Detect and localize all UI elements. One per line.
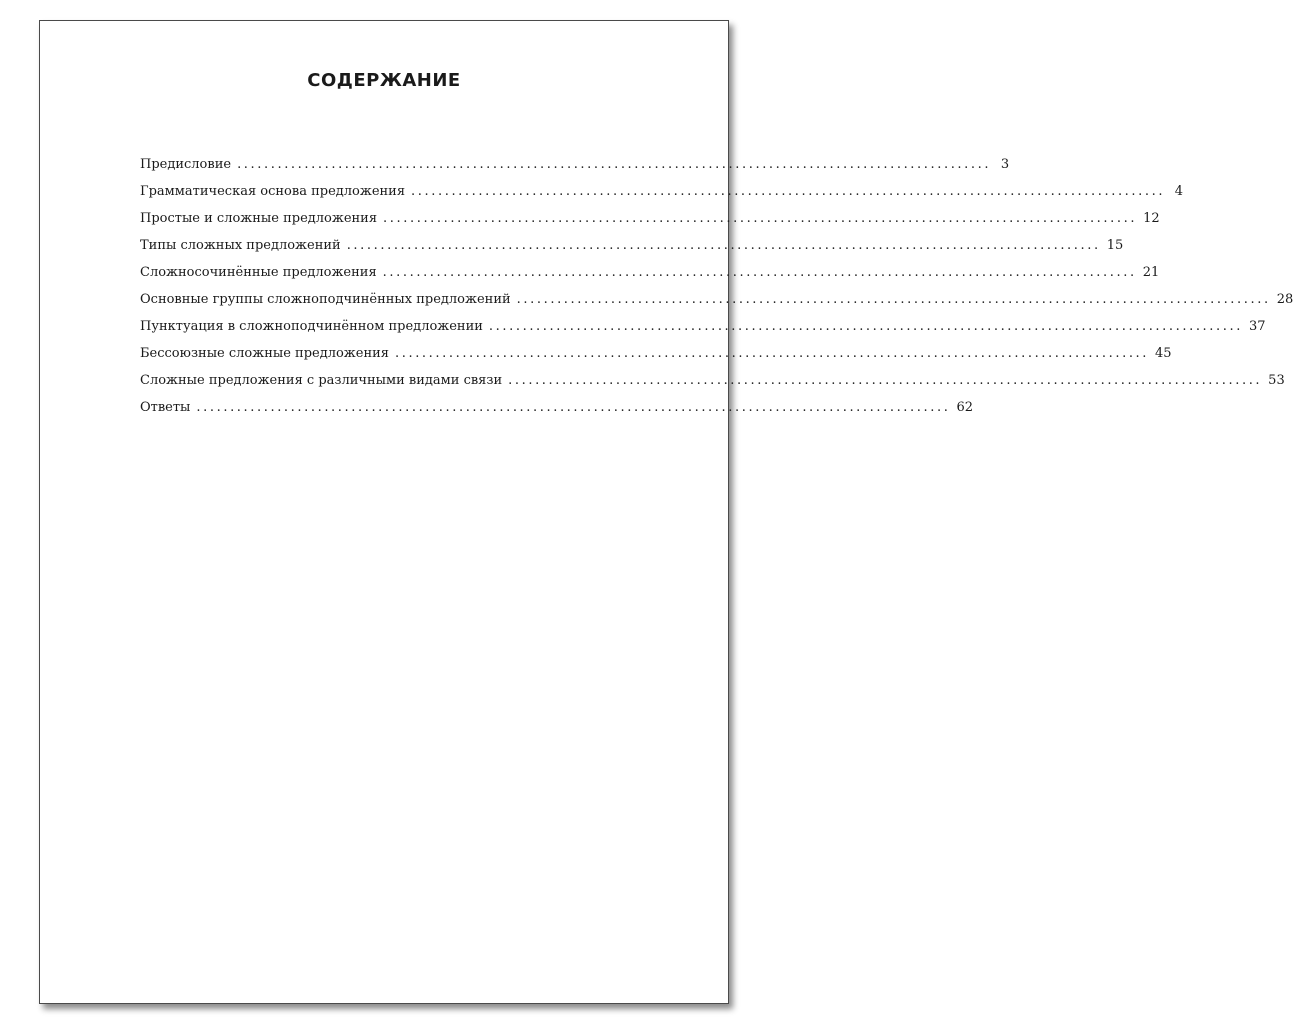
toc-dot-leader: ................................................................................................................	[488, 319, 1243, 334]
toc-entry[interactable]	[140, 178, 1184, 205]
toc-entry[interactable]	[140, 151, 1010, 178]
toc-entry-page: 3	[1000, 157, 1010, 172]
toc-dot-leader: ................................................................................................................	[508, 373, 1263, 388]
toc-entry[interactable]	[140, 394, 973, 421]
toc-entry-page: 45	[1155, 346, 1172, 361]
toc-entry[interactable]	[140, 313, 1266, 340]
toc-entry[interactable]	[140, 232, 1124, 259]
toc-entry-page: 37	[1248, 319, 1266, 334]
toc-entry-page: 62	[956, 400, 973, 415]
toc-entry-page: 4	[1174, 184, 1184, 199]
toc-entry-label: Бессоюзные сложные предложения	[140, 346, 389, 361]
toc-entry-label: Основные группы сложноподчинённых предложений	[140, 292, 511, 307]
toc-dot-leader: ................................................................................................................	[516, 292, 1271, 307]
page-title: СОДЕРЖАНИЕ	[307, 70, 461, 91]
toc-entry-label: Типы сложных предложений	[140, 238, 341, 253]
toc-entry[interactable]	[140, 205, 1160, 232]
toc-entry-label: Сложносочинённые предложения	[140, 265, 377, 280]
document-page	[39, 20, 1293, 1004]
toc-entry-page: 28	[1276, 292, 1293, 307]
toc-entry-label: Простые и сложные предложения	[140, 211, 378, 226]
toc-dot-leader: ................................................................................................................	[196, 400, 951, 415]
toc-entry-label: Ответы	[140, 400, 191, 415]
toc-entry-page: 53	[1268, 373, 1285, 388]
toc-entry[interactable]	[140, 286, 1293, 313]
toc-dot-leader: ................................................................................................................	[237, 157, 992, 172]
toc-entry-label: Пунктуация в сложноподчинённом предложении	[140, 319, 483, 334]
toc-entry-page: 21	[1142, 265, 1160, 280]
table-of-contents	[140, 151, 1293, 421]
toc-dot-leader: ................................................................................................................	[346, 238, 1101, 253]
toc-dot-leader: ................................................................................................................	[383, 211, 1138, 226]
toc-entry-label: Грамматическая основа предложения	[140, 184, 406, 199]
toc-entry-label: Предисловие	[140, 157, 232, 172]
toc-entry-label: Сложные предложения с различными видами связи	[140, 373, 503, 388]
toc-dot-leader: ................................................................................................................	[382, 265, 1137, 280]
toc-entry-page: 15	[1106, 238, 1124, 253]
toc-entry-page: 12	[1143, 211, 1160, 226]
toc-entry[interactable]	[140, 259, 1160, 286]
toc-entry[interactable]	[140, 340, 1172, 367]
toc-entry[interactable]	[140, 367, 1285, 394]
toc-dot-leader: ................................................................................................................	[395, 346, 1150, 361]
toc-dot-leader: ................................................................................................................	[411, 184, 1166, 199]
